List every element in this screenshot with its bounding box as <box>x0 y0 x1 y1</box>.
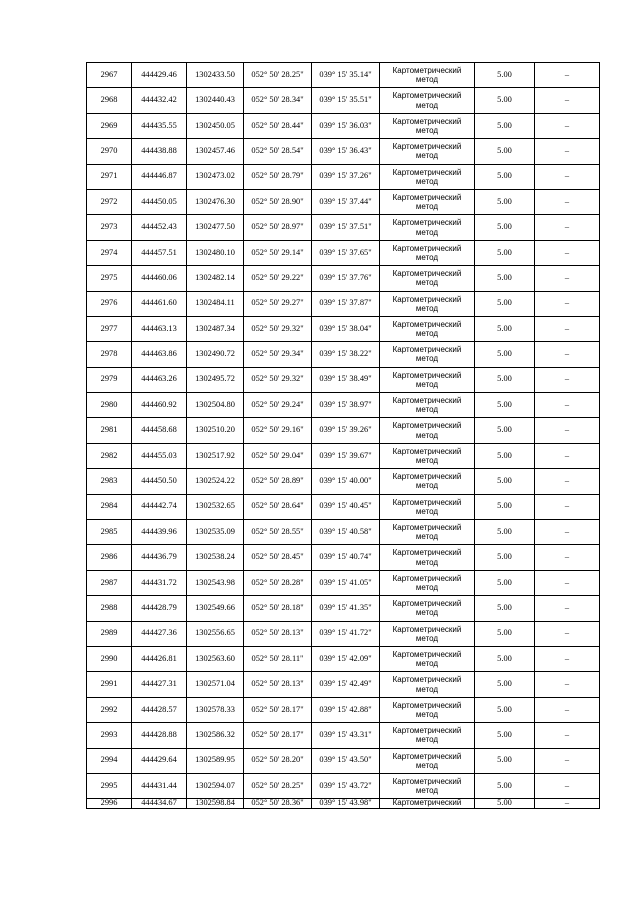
table-row <box>87 697 600 722</box>
y-coordinate-cell: 1302598.84 <box>187 799 244 809</box>
y-coordinate-cell: 1302490.72 <box>187 342 244 367</box>
note-cell: – <box>535 393 600 418</box>
point-number-cell: 2969 <box>87 113 132 138</box>
accuracy-cell: 5.00 <box>475 443 535 468</box>
y-coordinate-cell: 1302563.60 <box>187 646 244 671</box>
point-number-cell: 2971 <box>87 164 132 189</box>
x-coordinate-cell: 444461.60 <box>132 291 187 316</box>
accuracy-cell: 5.00 <box>475 697 535 722</box>
note-cell: – <box>535 494 600 519</box>
method-cell: Картометрический метод <box>380 139 475 164</box>
coordinates-table <box>86 62 600 809</box>
table-row <box>87 494 600 519</box>
x-coordinate-cell: 444450.05 <box>132 189 187 214</box>
latitude-cell: 052° 50' 28.28" <box>244 570 312 595</box>
accuracy-cell: 5.00 <box>475 646 535 671</box>
x-coordinate-cell: 444458.68 <box>132 418 187 443</box>
method-cell: Картометрический метод <box>380 494 475 519</box>
y-coordinate-cell: 1302482.14 <box>187 266 244 291</box>
y-coordinate-cell: 1302578.33 <box>187 697 244 722</box>
x-coordinate-cell: 444463.13 <box>132 316 187 341</box>
table-row <box>87 520 600 545</box>
point-number-cell: 2976 <box>87 291 132 316</box>
x-coordinate-cell: 444446.87 <box>132 164 187 189</box>
y-coordinate-cell: 1302477.50 <box>187 215 244 240</box>
accuracy-cell: 5.00 <box>475 494 535 519</box>
y-coordinate-cell: 1302549.66 <box>187 596 244 621</box>
y-coordinate-cell: 1302517.92 <box>187 443 244 468</box>
x-coordinate-cell: 444436.79 <box>132 545 187 570</box>
accuracy-cell: 5.00 <box>475 342 535 367</box>
x-coordinate-cell: 444460.06 <box>132 266 187 291</box>
table-row <box>87 723 600 748</box>
note-cell: – <box>535 748 600 773</box>
note-cell: – <box>535 113 600 138</box>
point-number-cell: 2984 <box>87 494 132 519</box>
accuracy-cell: 5.00 <box>475 469 535 494</box>
x-coordinate-cell: 444429.46 <box>132 63 187 88</box>
x-coordinate-cell: 444457.51 <box>132 240 187 265</box>
point-number-cell: 2992 <box>87 697 132 722</box>
accuracy-cell: 5.00 <box>475 113 535 138</box>
method-cell: Картометрический метод <box>380 672 475 697</box>
method-cell: Картометрический метод <box>380 596 475 621</box>
table-row <box>87 621 600 646</box>
note-cell: – <box>535 570 600 595</box>
method-cell: Картометрический метод <box>380 291 475 316</box>
point-number-cell: 2977 <box>87 316 132 341</box>
note-cell: – <box>535 672 600 697</box>
note-cell: – <box>535 240 600 265</box>
point-number-cell: 2970 <box>87 139 132 164</box>
accuracy-cell: 5.00 <box>475 164 535 189</box>
x-coordinate-cell: 444429.64 <box>132 748 187 773</box>
table-row <box>87 773 600 798</box>
point-number-cell: 2967 <box>87 63 132 88</box>
method-cell: Картометрический метод <box>380 113 475 138</box>
latitude-cell: 052° 50' 28.34" <box>244 88 312 113</box>
accuracy-cell: 5.00 <box>475 215 535 240</box>
method-cell: Картометрический метод <box>380 88 475 113</box>
x-coordinate-cell: 444439.96 <box>132 520 187 545</box>
latitude-cell: 052° 50' 29.32" <box>244 367 312 392</box>
point-number-cell: 2980 <box>87 393 132 418</box>
x-coordinate-cell: 444427.36 <box>132 621 187 646</box>
y-coordinate-cell: 1302535.09 <box>187 520 244 545</box>
latitude-cell: 052° 50' 28.11" <box>244 646 312 671</box>
longitude-cell: 039° 15' 37.51" <box>312 215 380 240</box>
y-coordinate-cell: 1302504.80 <box>187 393 244 418</box>
latitude-cell: 052° 50' 28.36" <box>244 799 312 809</box>
method-cell: Картометрический метод <box>380 63 475 88</box>
point-number-cell: 2993 <box>87 723 132 748</box>
table-row <box>87 266 600 291</box>
latitude-cell: 052° 50' 29.24" <box>244 393 312 418</box>
longitude-cell: 039° 15' 37.44" <box>312 189 380 214</box>
method-cell: Картометрический метод <box>380 342 475 367</box>
latitude-cell: 052° 50' 28.17" <box>244 697 312 722</box>
y-coordinate-cell: 1302524.22 <box>187 469 244 494</box>
method-cell: Картометрический метод <box>380 316 475 341</box>
note-cell: – <box>535 88 600 113</box>
longitude-cell: 039° 15' 41.05" <box>312 570 380 595</box>
note-cell: – <box>535 646 600 671</box>
point-number-cell: 2994 <box>87 748 132 773</box>
table-row <box>87 63 600 88</box>
accuracy-cell: 5.00 <box>475 596 535 621</box>
note-cell: – <box>535 469 600 494</box>
longitude-cell: 039° 15' 40.45" <box>312 494 380 519</box>
note-cell: – <box>535 621 600 646</box>
y-coordinate-cell: 1302476.30 <box>187 189 244 214</box>
method-cell: Картометрический метод <box>380 520 475 545</box>
point-number-cell: 2989 <box>87 621 132 646</box>
latitude-cell: 052° 50' 28.13" <box>244 672 312 697</box>
method-cell: Картометрический метод <box>380 723 475 748</box>
latitude-cell: 052° 50' 28.64" <box>244 494 312 519</box>
accuracy-cell: 5.00 <box>475 63 535 88</box>
longitude-cell: 039° 15' 40.58" <box>312 520 380 545</box>
x-coordinate-cell: 444432.42 <box>132 88 187 113</box>
y-coordinate-cell: 1302473.02 <box>187 164 244 189</box>
y-coordinate-cell: 1302556.65 <box>187 621 244 646</box>
note-cell: – <box>535 418 600 443</box>
y-coordinate-cell: 1302450.05 <box>187 113 244 138</box>
x-coordinate-cell: 444442.74 <box>132 494 187 519</box>
method-cell: Картометрический метод <box>380 215 475 240</box>
note-cell: – <box>535 342 600 367</box>
method-cell: Картометрический метод <box>380 773 475 798</box>
latitude-cell: 052° 50' 29.14" <box>244 240 312 265</box>
note-cell: – <box>535 773 600 798</box>
longitude-cell: 039° 15' 37.76" <box>312 266 380 291</box>
point-number-cell: 2974 <box>87 240 132 265</box>
latitude-cell: 052° 50' 28.17" <box>244 723 312 748</box>
accuracy-cell: 5.00 <box>475 393 535 418</box>
x-coordinate-cell: 444463.86 <box>132 342 187 367</box>
accuracy-cell: 5.00 <box>475 316 535 341</box>
longitude-cell: 039° 15' 38.49" <box>312 367 380 392</box>
latitude-cell: 052° 50' 29.32" <box>244 316 312 341</box>
accuracy-cell: 5.00 <box>475 545 535 570</box>
accuracy-cell: 5.00 <box>475 266 535 291</box>
method-cell: Картометрический метод <box>380 621 475 646</box>
latitude-cell: 052° 50' 28.25" <box>244 773 312 798</box>
table-row <box>87 291 600 316</box>
latitude-cell: 052° 50' 29.16" <box>244 418 312 443</box>
accuracy-cell: 5.00 <box>475 672 535 697</box>
point-number-cell: 2978 <box>87 342 132 367</box>
y-coordinate-cell: 1302586.32 <box>187 723 244 748</box>
y-coordinate-cell: 1302433.50 <box>187 63 244 88</box>
accuracy-cell: 5.00 <box>475 139 535 164</box>
note-cell: – <box>535 139 600 164</box>
table-row <box>87 748 600 773</box>
longitude-cell: 039° 15' 42.88" <box>312 697 380 722</box>
y-coordinate-cell: 1302484.11 <box>187 291 244 316</box>
method-cell: Картометрический метод <box>380 164 475 189</box>
note-cell: – <box>535 545 600 570</box>
x-coordinate-cell: 444463.26 <box>132 367 187 392</box>
table-row <box>87 393 600 418</box>
x-coordinate-cell: 444434.67 <box>132 799 187 809</box>
note-cell: – <box>535 291 600 316</box>
accuracy-cell: 5.00 <box>475 88 535 113</box>
point-number-cell: 2985 <box>87 520 132 545</box>
table-row <box>87 88 600 113</box>
longitude-cell: 039° 15' 40.00" <box>312 469 380 494</box>
y-coordinate-cell: 1302440.43 <box>187 88 244 113</box>
method-cell: Картометрический метод <box>380 393 475 418</box>
note-cell: – <box>535 367 600 392</box>
point-number-cell: 2986 <box>87 545 132 570</box>
longitude-cell: 039° 15' 36.03" <box>312 113 380 138</box>
accuracy-cell: 5.00 <box>475 748 535 773</box>
y-coordinate-cell: 1302543.98 <box>187 570 244 595</box>
method-cell: Картометрический метод <box>380 545 475 570</box>
latitude-cell: 052° 50' 28.97" <box>244 215 312 240</box>
longitude-cell: 039° 15' 38.97" <box>312 393 380 418</box>
x-coordinate-cell: 444428.79 <box>132 596 187 621</box>
x-coordinate-cell: 444452.43 <box>132 215 187 240</box>
y-coordinate-cell: 1302538.24 <box>187 545 244 570</box>
table-row <box>87 316 600 341</box>
table-row <box>87 799 600 809</box>
point-number-cell: 2972 <box>87 189 132 214</box>
table-row <box>87 646 600 671</box>
table-row <box>87 367 600 392</box>
method-cell: Картометрический метод <box>380 266 475 291</box>
note-cell: – <box>535 723 600 748</box>
x-coordinate-cell: 444450.50 <box>132 469 187 494</box>
note-cell: – <box>535 799 600 809</box>
longitude-cell: 039° 15' 43.50" <box>312 748 380 773</box>
table-row <box>87 139 600 164</box>
table-row <box>87 113 600 138</box>
latitude-cell: 052° 50' 28.25" <box>244 63 312 88</box>
point-number-cell: 2995 <box>87 773 132 798</box>
method-cell: Картометрический метод <box>380 189 475 214</box>
accuracy-cell: 5.00 <box>475 799 535 809</box>
latitude-cell: 052° 50' 28.89" <box>244 469 312 494</box>
note-cell: – <box>535 215 600 240</box>
table-row <box>87 672 600 697</box>
note-cell: – <box>535 697 600 722</box>
method-cell: Картометрический метод <box>380 443 475 468</box>
x-coordinate-cell: 444426.81 <box>132 646 187 671</box>
accuracy-cell: 5.00 <box>475 418 535 443</box>
latitude-cell: 052° 50' 28.90" <box>244 189 312 214</box>
x-coordinate-cell: 444428.88 <box>132 723 187 748</box>
x-coordinate-cell: 444438.88 <box>132 139 187 164</box>
latitude-cell: 052° 50' 28.18" <box>244 596 312 621</box>
accuracy-cell: 5.00 <box>475 520 535 545</box>
latitude-cell: 052° 50' 28.55" <box>244 520 312 545</box>
longitude-cell: 039° 15' 41.72" <box>312 621 380 646</box>
y-coordinate-cell: 1302510.20 <box>187 418 244 443</box>
y-coordinate-cell: 1302457.46 <box>187 139 244 164</box>
point-number-cell: 2973 <box>87 215 132 240</box>
method-cell: Картометрический метод <box>380 570 475 595</box>
table-row <box>87 545 600 570</box>
table-row <box>87 469 600 494</box>
point-number-cell: 2981 <box>87 418 132 443</box>
latitude-cell: 052° 50' 28.45" <box>244 545 312 570</box>
longitude-cell: 039° 15' 35.14" <box>312 63 380 88</box>
table-row <box>87 418 600 443</box>
point-number-cell: 2975 <box>87 266 132 291</box>
y-coordinate-cell: 1302532.65 <box>187 494 244 519</box>
longitude-cell: 039° 15' 36.43" <box>312 139 380 164</box>
table-row <box>87 443 600 468</box>
note-cell: – <box>535 596 600 621</box>
longitude-cell: 039° 15' 40.74" <box>312 545 380 570</box>
note-cell: – <box>535 164 600 189</box>
x-coordinate-cell: 444427.31 <box>132 672 187 697</box>
y-coordinate-cell: 1302480.10 <box>187 240 244 265</box>
y-coordinate-cell: 1302495.72 <box>187 367 244 392</box>
note-cell: – <box>535 63 600 88</box>
x-coordinate-cell: 444435.55 <box>132 113 187 138</box>
method-cell: Картометрический метод <box>380 240 475 265</box>
accuracy-cell: 5.00 <box>475 621 535 646</box>
method-cell: Картометрический метод <box>380 418 475 443</box>
method-cell: Картометрический метод <box>380 646 475 671</box>
x-coordinate-cell: 444431.72 <box>132 570 187 595</box>
longitude-cell: 039° 15' 37.87" <box>312 291 380 316</box>
longitude-cell: 039° 15' 42.09" <box>312 646 380 671</box>
longitude-cell: 039° 15' 38.22" <box>312 342 380 367</box>
x-coordinate-cell: 444460.92 <box>132 393 187 418</box>
longitude-cell: 039° 15' 38.04" <box>312 316 380 341</box>
point-number-cell: 2968 <box>87 88 132 113</box>
table-row <box>87 596 600 621</box>
accuracy-cell: 5.00 <box>475 189 535 214</box>
point-number-cell: 2979 <box>87 367 132 392</box>
latitude-cell: 052° 50' 28.13" <box>244 621 312 646</box>
point-number-cell: 2990 <box>87 646 132 671</box>
y-coordinate-cell: 1302589.95 <box>187 748 244 773</box>
accuracy-cell: 5.00 <box>475 723 535 748</box>
point-number-cell: 2987 <box>87 570 132 595</box>
accuracy-cell: 5.00 <box>475 570 535 595</box>
note-cell: – <box>535 266 600 291</box>
note-cell: – <box>535 316 600 341</box>
latitude-cell: 052° 50' 28.20" <box>244 748 312 773</box>
point-number-cell: 2982 <box>87 443 132 468</box>
note-cell: – <box>535 443 600 468</box>
method-cell: Картометрический метод <box>380 748 475 773</box>
method-cell: Картометрический <box>380 799 475 809</box>
method-cell: Картометрический метод <box>380 367 475 392</box>
y-coordinate-cell: 1302594.07 <box>187 773 244 798</box>
accuracy-cell: 5.00 <box>475 291 535 316</box>
accuracy-cell: 5.00 <box>475 367 535 392</box>
point-number-cell: 2996 <box>87 799 132 809</box>
y-coordinate-cell: 1302487.34 <box>187 316 244 341</box>
longitude-cell: 039° 15' 43.72" <box>312 773 380 798</box>
table-row <box>87 570 600 595</box>
table-row <box>87 240 600 265</box>
note-cell: – <box>535 520 600 545</box>
accuracy-cell: 5.00 <box>475 240 535 265</box>
longitude-cell: 039° 15' 42.49" <box>312 672 380 697</box>
accuracy-cell: 5.00 <box>475 773 535 798</box>
point-number-cell: 2983 <box>87 469 132 494</box>
note-cell: – <box>535 189 600 214</box>
latitude-cell: 052° 50' 28.54" <box>244 139 312 164</box>
table-body <box>87 63 600 809</box>
table-row <box>87 342 600 367</box>
table-row <box>87 164 600 189</box>
longitude-cell: 039° 15' 37.26" <box>312 164 380 189</box>
longitude-cell: 039° 15' 35.51" <box>312 88 380 113</box>
longitude-cell: 039° 15' 39.67" <box>312 443 380 468</box>
latitude-cell: 052° 50' 29.04" <box>244 443 312 468</box>
latitude-cell: 052° 50' 28.44" <box>244 113 312 138</box>
longitude-cell: 039° 15' 43.98" <box>312 799 380 809</box>
point-number-cell: 2991 <box>87 672 132 697</box>
table-row <box>87 215 600 240</box>
latitude-cell: 052° 50' 29.22" <box>244 266 312 291</box>
x-coordinate-cell: 444431.44 <box>132 773 187 798</box>
method-cell: Картометрический метод <box>380 697 475 722</box>
longitude-cell: 039° 15' 39.26" <box>312 418 380 443</box>
y-coordinate-cell: 1302571.04 <box>187 672 244 697</box>
latitude-cell: 052° 50' 29.27" <box>244 291 312 316</box>
longitude-cell: 039° 15' 41.35" <box>312 596 380 621</box>
table-row <box>87 189 600 214</box>
x-coordinate-cell: 444428.57 <box>132 697 187 722</box>
point-number-cell: 2988 <box>87 596 132 621</box>
latitude-cell: 052° 50' 29.34" <box>244 342 312 367</box>
longitude-cell: 039° 15' 43.31" <box>312 723 380 748</box>
longitude-cell: 039° 15' 37.65" <box>312 240 380 265</box>
method-cell: Картометрический метод <box>380 469 475 494</box>
x-coordinate-cell: 444455.03 <box>132 443 187 468</box>
latitude-cell: 052° 50' 28.79" <box>244 164 312 189</box>
